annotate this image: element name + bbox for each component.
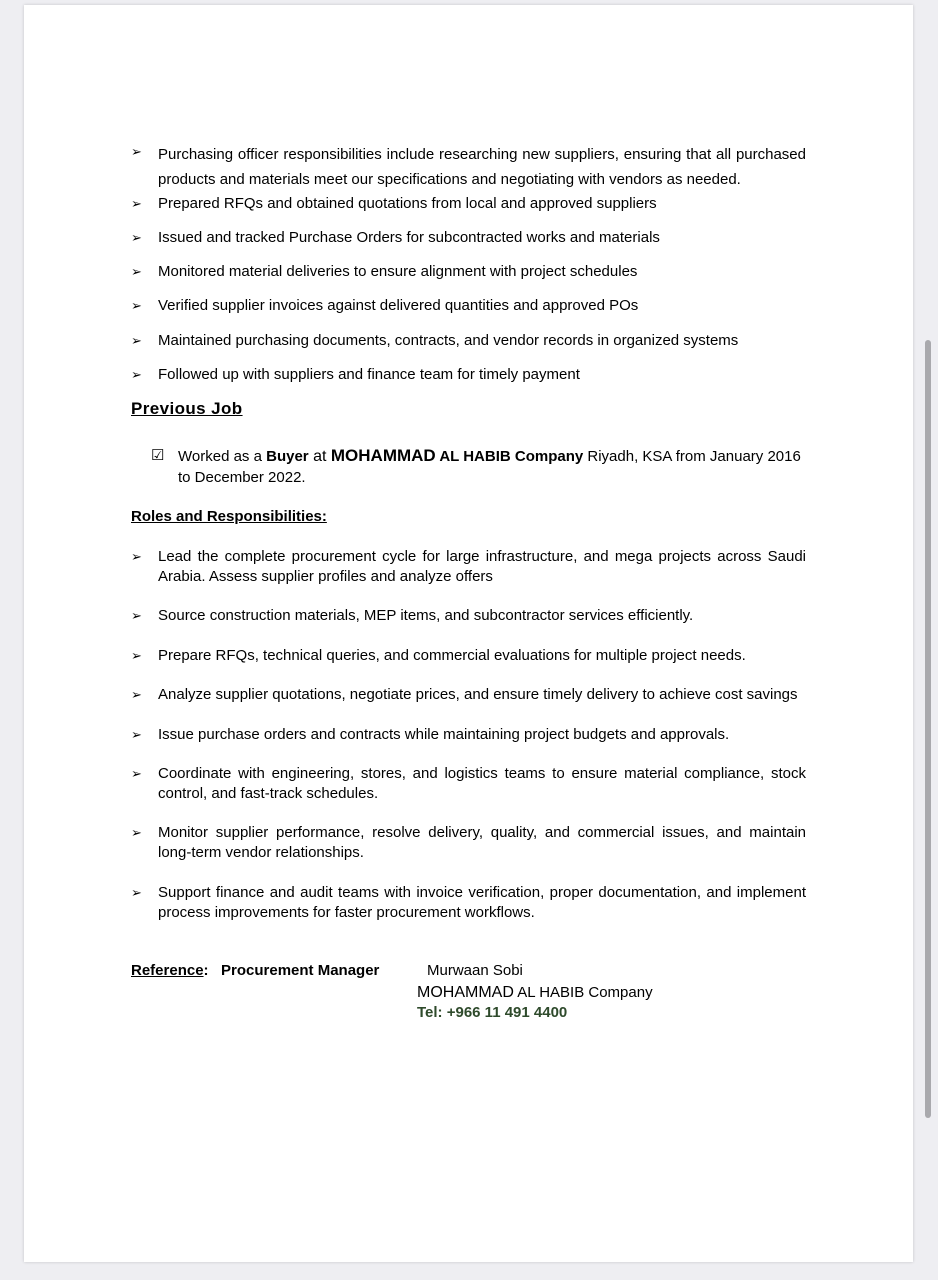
list-item [131,142,806,192]
arrow-bullet-icon: ➢ [131,825,142,840]
list-item [131,764,806,804]
arrow-bullet-icon: ➢ [131,687,142,702]
reference-block [131,961,806,1021]
list-item [131,228,806,248]
job-company-rest: AL HABIB Company [435,448,584,465]
arrow-bullet-icon: ➢ [131,333,142,348]
list-item [131,194,806,214]
bullet-text: Issue purchase orders and contracts while maintaining project budgets and approvals. [158,726,730,743]
previous-job-heading: Previous Job [131,399,243,418]
job-suffix: Riyadh, KSA from January 2016 to December 2022. [178,448,801,486]
list-item [131,823,806,863]
bullet-text: Coordinate with engineering, stores, and logistics teams to ensure material compliance, stock control, and fast-track schedules. [158,765,806,802]
previous-job-entry [151,445,806,488]
job-prefix: Worked as a [178,448,267,465]
bullet-text: Purchasing officer responsibilities include researching new suppliers, ensuring that all purchased products and materials meet our specifications and negotiating with vendors as needed. [158,146,806,188]
bullet-text: Prepared RFQs and obtained quotations from local and approved suppliers [158,195,657,212]
reference-label: Reference: [131,962,209,979]
arrow-bullet-icon: ➢ [131,264,142,279]
previous-job-text [178,445,806,488]
arrow-bullet-icon: ➢ [131,196,142,211]
arrow-bullet-icon: ➢ [131,230,142,245]
bullet-text: Analyze supplier quotations, negotiate prices, and ensure timely delivery to achieve cost savings [158,686,798,703]
reference-phone: Tel: +966 11 491 4400 [417,1004,568,1021]
bullet-text: Verified supplier invoices against delivered quantities and approved POs [158,297,639,314]
checked-box-icon: ☑ [151,447,165,464]
arrow-bullet-icon: ➢ [131,608,142,623]
reference-name: Murwaan Sobi [427,962,523,979]
arrow-bullet-icon: ➢ [131,727,142,742]
bullet-text: Maintained purchasing documents, contracts, and vendor records in organized systems [158,332,739,349]
arrow-bullet-icon: ➢ [131,766,142,781]
arrow-bullet-icon: ➢ [131,648,142,663]
bullet-text: Prepare RFQs, technical queries, and commercial evaluations for multiple project needs. [158,647,746,664]
job-role: Buyer [266,448,309,465]
reference-role: Procurement Manager [221,962,380,979]
bullet-text: Monitor supplier performance, resolve delivery, quality, and commercial issues, and maintain long-term vendor relationships. [158,824,806,861]
arrow-bullet-icon: ➢ [131,367,142,382]
reference-company: MOHAMMAD AL HABIB Company [417,984,653,1001]
arrow-bullet-icon: ➢ [131,549,142,564]
list-item [131,725,806,745]
list-item [131,262,806,282]
job-company-first: MOHAMMAD [330,446,436,465]
arrow-bullet-icon: ➢ [131,885,142,900]
list-item [131,331,806,351]
list-item [131,606,806,626]
roles-heading: Roles and Responsibilities: [131,508,327,525]
list-item [131,296,806,316]
list-item [131,365,806,385]
list-item [131,646,806,666]
list-item [131,685,806,705]
list-item [131,883,806,923]
vertical-scrollbar[interactable] [925,340,931,1118]
arrow-bullet-icon: ➢ [131,144,142,159]
bullet-text: Followed up with suppliers and finance team for timely payment [158,366,580,383]
bullet-text: Monitored material deliveries to ensure alignment with project schedules [158,263,638,280]
bullet-text: Lead the complete procurement cycle for large infrastructure, and mega projects across Saudi Arabia. Assess supplier profiles and analyze offers [158,548,806,585]
bullet-text: Source construction materials, MEP items, and subcontractor services efficiently. [158,607,694,624]
bullet-text: Support finance and audit teams with invoice verification, proper documentation, and implement process improvements for faster procurement workflows. [158,884,806,921]
document-page [24,5,913,1262]
arrow-bullet-icon: ➢ [131,298,142,313]
job-at: at [308,448,331,465]
bullet-text: Issued and tracked Purchase Orders for subcontracted works and materials [158,229,660,246]
list-item [131,547,806,587]
